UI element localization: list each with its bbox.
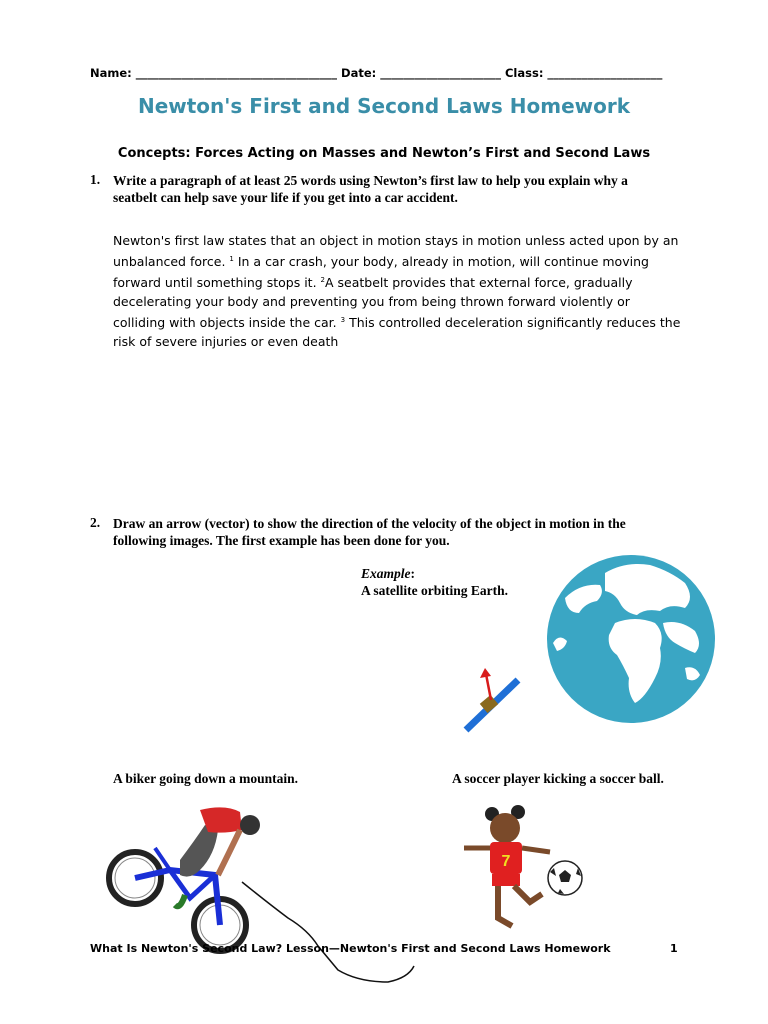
answer-sentence-4: This controlled deceleration significantly reduces the risk of severe injuries or even death bbox=[113, 315, 681, 349]
satellite-image bbox=[458, 664, 528, 736]
page-title: Newton's First and Second Laws Homework bbox=[137, 94, 631, 118]
answer-sentence-1: Newton's first law states that an object in motion stays in motion unless acted upon by an unbalanced force. bbox=[113, 233, 679, 269]
question-2-text: Draw an arrow (vector) to show the direction of the velocity of the object in motion in the following images. The first example has been done for you. bbox=[113, 516, 626, 548]
hand-drawn-arrow-line bbox=[238, 878, 423, 988]
footnote-1: 1 bbox=[229, 255, 234, 263]
question-2-number: 2. bbox=[90, 515, 101, 530]
soccer-caption: A soccer player kicking a soccer ball. bbox=[452, 771, 664, 786]
example-text: A satellite orbiting Earth. bbox=[361, 583, 508, 598]
footer-lesson-title: What Is Newton's Second Law? Lesson—Newton's First and Second Laws Homework bbox=[90, 942, 611, 955]
concepts-heading: Concepts: Forces Acting on Masses and Newton’s First and Second Laws bbox=[117, 146, 651, 161]
page-number: 1 bbox=[670, 942, 678, 955]
question-1-number: 1. bbox=[90, 172, 101, 187]
soccer-player-image bbox=[450, 798, 590, 938]
footnote-2: 2 bbox=[320, 276, 325, 284]
footnote-3: 3 bbox=[340, 316, 346, 324]
biker-caption: A biker going down a mountain. bbox=[113, 771, 299, 786]
jersey-number: 7 bbox=[501, 853, 511, 870]
question-1-text: Write a paragraph of at least 25 words using Newton’s first law to help you explain why a seatbelt can help save your life if you get into a car accident. bbox=[113, 173, 628, 205]
answer-sentence-2: In a car crash, your body, already in motion, will continue moving forward until something stops it. bbox=[113, 254, 649, 290]
velocity-arrow-icon bbox=[480, 668, 491, 700]
header-name-date-class: Name: ___________________________________ Date: _____________________ Class: ____________________ bbox=[90, 66, 663, 80]
answer-paragraph[interactable] bbox=[113, 231, 683, 351]
answer-sentence-3: A seatbelt provides that external force, gradually decelerating your body and preventing you from being thrown forward violently or colliding with objects inside the car. bbox=[113, 275, 633, 330]
earth-globe-image bbox=[545, 553, 717, 725]
example-label: Example: bbox=[361, 566, 415, 581]
